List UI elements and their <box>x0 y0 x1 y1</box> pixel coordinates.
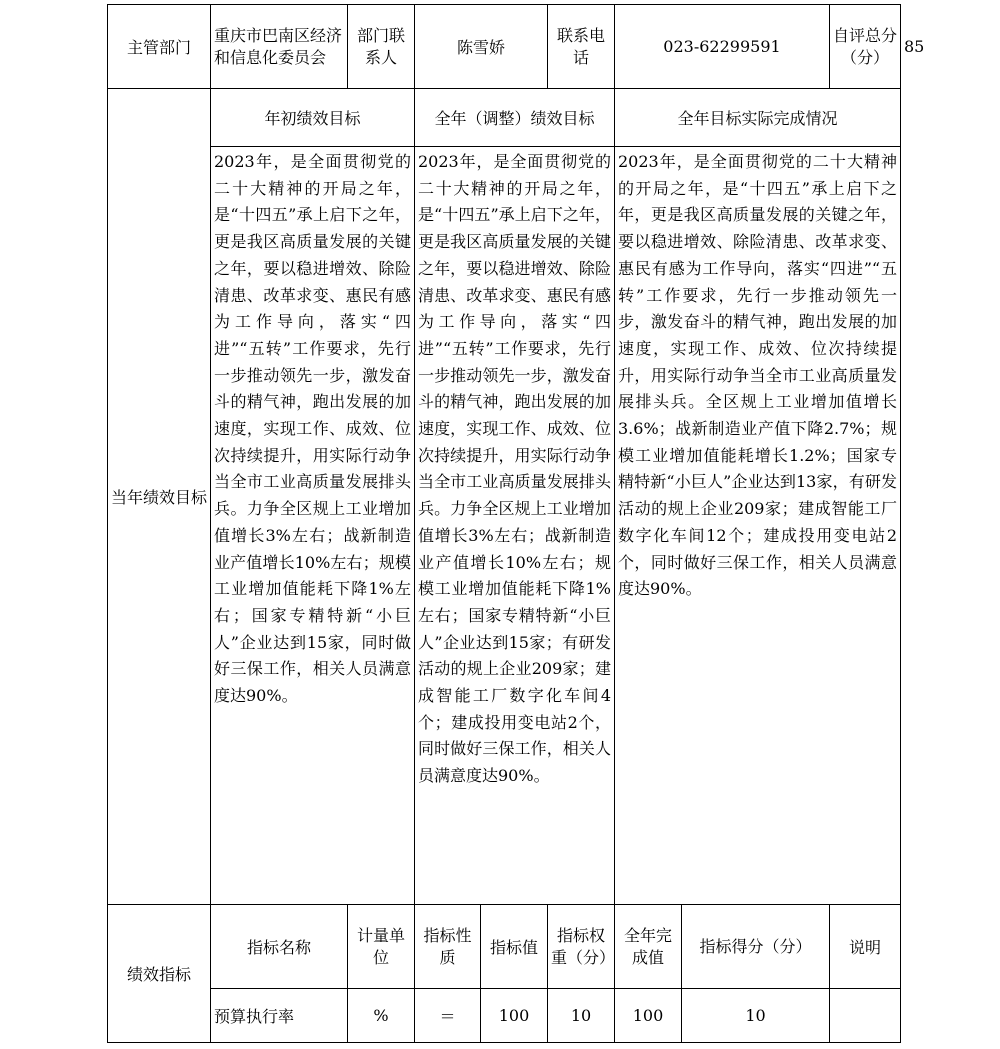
indicators-section-label: 绩效指标 <box>108 905 211 1043</box>
ind-row-actual: 100 <box>615 989 682 1043</box>
ind-row-value: 100 <box>481 989 548 1043</box>
ind-row-unit: % <box>348 989 415 1043</box>
ind-row-nature: ＝ <box>415 989 481 1043</box>
ind-header-name: 指标名称 <box>211 905 348 989</box>
contact-dept-label: 部门联系人 <box>348 5 415 89</box>
score-label: 自评总分（分） <box>830 5 901 89</box>
dept-label: 主管部门 <box>108 5 211 89</box>
ind-header-value: 指标值 <box>481 905 548 989</box>
ind-header-weight: 指标权重（分） <box>548 905 615 989</box>
goals-section-label: 当年绩效目标 <box>108 89 211 905</box>
ind-header-nature: 指标性质 <box>415 905 481 989</box>
ind-row-name: 预算执行率 <box>211 989 348 1043</box>
ind-row-score: 10 <box>682 989 830 1043</box>
ind-row-weight: 10 <box>548 989 615 1043</box>
ind-header-actual: 全年完成值 <box>615 905 682 989</box>
performance-table: 主管部门 重庆市巴南区经济和信息化委员会 部门联系人 陈雪娇 联系电话 023-62299591 自评总分（分） 85 当年绩效目标 年初绩效目标 全年（调整）绩效目标 全年目标实际完成情况 2023年，是全面贯彻党的二十大精神的开局之年，是“十四五”承上启下之年，更是我区高质量发展的关键之年，要以稳进增效、除险清患、改革求变、惠民有感为工作导向，落实“四进”“五转”工作要求，先行一步推动领先一步，激发奋斗的精气神，跑出发展的加速度，实现工作、成效、位次持续提升，用实际行动争当全市工业高质量发展排头兵。力争全区规上工业增加值增长3%左右；战新制造业产值增长10%左右；规模工业增加值能耗下降1%左右；国家专精特新“小巨人”企业达到15家，同时做好三保工作，相关人员满意度达90%。 2023年，是全面贯彻党的二十大精神的开局之年，是“十四五”承上启下之年，更是我区高质量发展的关键之年，要以稳进增效、除险清患、改革求变、惠民有感为工作导向，落实“四进”“五转”工作要求，先行一步推动领先一步，激发奋斗的精气神，跑出发展的加速度，实现工作、成效、位次持续提升，用实际行动争当全市工业高质量发展排头兵。力争全区规上工业增加值增长3%左右；战新制造业产值增长10%左右；规模工业增加值能耗下降1%左右；国家专精特新“小巨人”企业达到15家；有研发活动的规上企业209家；建成智能工厂数字化车间4个；建成投用变电站2个，同时做好三保工作，相关人员满意度达90%。 2023年，是全面贯彻党的二十大精神的开局之年，是“十四五”承上启下之年，更是我区高质量发展的关键之年，要以稳进增效、除险清患、改革求变、惠民有感为工作导向，落实“四进”“五转”工作要求，先行一步推动领先一步，激发奋斗的精气神，跑出发展的加速度，实现工作、成效、位次持续提升，用实际行动争当全市工业高质量发展排头兵。全区规上工业增加值增长3.6%；战新制造业产值下降2.7%；规模工业增加值能耗增长1.2%；国家专精特新“小巨人”企业达到13家，有研发活动的规上企业209家；建成智能工厂数字化车间12个；建成投用变电站2个，同时做好三保工作，相关人员满意度达90%。 绩效指标 指标名称 计量单位 指标性质 指标值 指标权重（分） 全年完成值 指标得分（分） 说明 预算执行率 % ＝ 100 10 100 10 <box>107 4 901 1043</box>
phone-label: 联系电话 <box>548 5 615 89</box>
ind-header-unit: 计量单位 <box>348 905 415 989</box>
goals-text-adjusted: 2023年，是全面贯彻党的二十大精神的开局之年，是“十四五”承上启下之年，更是我区高质量发展的关键之年，要以稳进增效、除险清患、改革求变、惠民有感为工作导向，落实“四进”“五转”工作要求，先行一步推动领先一步，激发奋斗的精气神，跑出发展的加速度，实现工作、成效、位次持续提升，用实际行动争当全市工业高质量发展排头兵。力争全区规上工业增加值增长3%左右；战新制造业产值增长10%左右；规模工业增加值能耗下降1%左右；国家专精特新“小巨人”企业达到15家；有研发活动的规上企业209家；建成智能工厂数字化车间4个；建成投用变电站2个，同时做好三保工作，相关人员满意度达90%。 <box>415 147 615 905</box>
dept-value: 重庆市巴南区经济和信息化委员会 <box>211 5 348 89</box>
goals-text-actual: 2023年，是全面贯彻党的二十大精神的开局之年，是“十四五”承上启下之年，更是我区高质量发展的关键之年，要以稳进增效、除险清患、改革求变、惠民有感为工作导向，落实“四进”“五转”工作要求，先行一步推动领先一步，激发奋斗的精气神，跑出发展的加速度，实现工作、成效、位次持续提升，用实际行动争当全市工业高质量发展排头兵。全区规上工业增加值增长3.6%；战新制造业产值下降2.7%；规模工业增加值能耗增长1.2%；国家专精特新“小巨人”企业达到13家，有研发活动的规上企业209家；建成智能工厂数字化车间12个；建成投用变电站2个，同时做好三保工作，相关人员满意度达90%。 <box>615 147 901 905</box>
phone-value: 023-62299591 <box>615 5 830 89</box>
ind-header-note: 说明 <box>830 905 901 989</box>
contact-name: 陈雪娇 <box>415 5 548 89</box>
ind-header-score: 指标得分（分） <box>682 905 830 989</box>
goals-col-adjusted: 全年（调整）绩效目标 <box>415 89 615 147</box>
ind-row-note <box>830 989 901 1043</box>
table-row <box>108 989 901 1043</box>
goals-text-initial: 2023年，是全面贯彻党的二十大精神的开局之年，是“十四五”承上启下之年，更是我区高质量发展的关键之年，要以稳进增效、除险清患、改革求变、惠民有感为工作导向，落实“四进”“五转”工作要求，先行一步推动领先一步，激发奋斗的精气神，跑出发展的加速度，实现工作、成效、位次持续提升，用实际行动争当全市工业高质量发展排头兵。力争全区规上工业增加值增长3%左右；战新制造业产值增长10%左右；规模工业增加值能耗下降1%左右；国家专精特新“小巨人”企业达到15家，同时做好三保工作，相关人员满意度达90%。 <box>211 147 415 905</box>
goals-col-initial: 年初绩效目标 <box>211 89 415 147</box>
goals-col-actual: 全年目标实际完成情况 <box>615 89 901 147</box>
